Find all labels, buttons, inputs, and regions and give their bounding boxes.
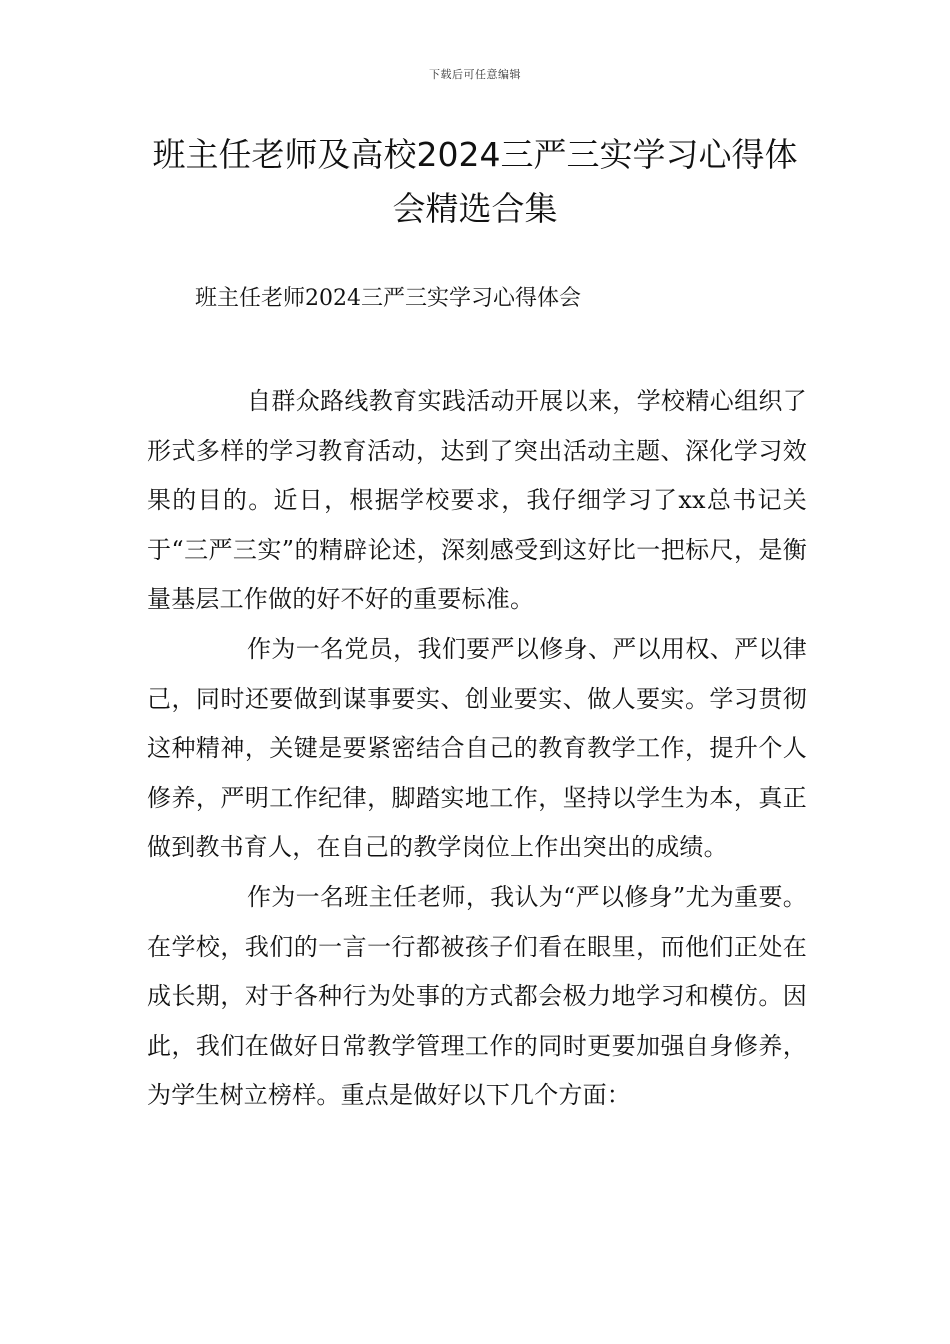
header-note: 下载后可任意编辑 — [429, 68, 521, 81]
paragraph: 作为一名党员，我们要严以修身、严以用权、严以律己，同时还要做到谋事要实、创业要实、做人要实。学习贯彻这种精神，关键是要紧密结合自己的教育教学工作，提升个人修养，严明工作纪律，脚踏实地工作，坚持以学生为本，真正做到教书育人，在自己的教学岗位上作出突出的成绩。 — [147, 634, 807, 862]
paragraph: 自群众路线教育实践活动开展以来，学校精心组织了形式多样的学习教育活动，达到了突出活动主题、深化学习效果的目的。近日，根据学校要求，我仔细学习了xx总书记关于“三严三实”的精辟论述，深刻感受到这好比一把标尺，是衡量基层工作做的好不好的重要标准。 — [147, 387, 807, 614]
document-title: 班主任老师及高校2024三严三实学习心得体会精选合集 — [152, 135, 798, 228]
body-text — [147, 377, 807, 1121]
paragraph: 作为一名班主任老师，我认为“严以修身”尤为重要。在学校，我们的一言一行都被孩子们看在眼里，而他们正处在成长期，对于各种行为处事的方式都会极力地学习和模仿。因此，我们在做好日常教学管理工作的同时更要加强自身修养，为学生树立榜样。重点是做好以下几个方面： — [147, 882, 807, 1110]
section-title: 班主任老师2024三严三实学习心得体会 — [195, 286, 581, 311]
